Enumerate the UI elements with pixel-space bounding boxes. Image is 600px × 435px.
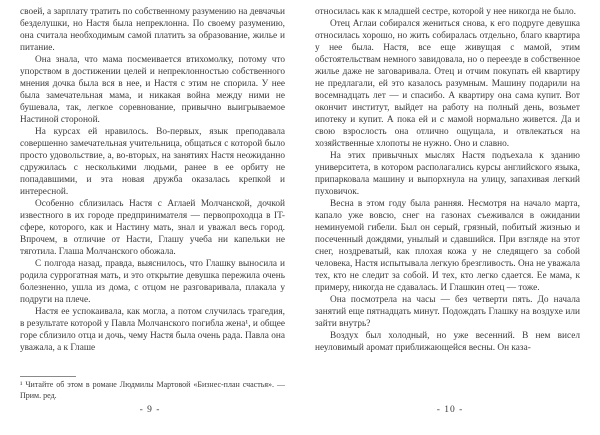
paragraph: Настя ее успокаивала, как могла, а потом случилась трагедия, в результате которой у Павла Молчанского погибла жена¹, и общее горе сблизило отца и дочь, чему Настя была очень рада. Павла она уважала, а к Глаше bbox=[20, 307, 285, 353]
paragraph: На этих привычных мыслях Настя подъехала к зданию университета, в котором располагались курсы английского языка, припарковала машину и выпорхнула на улицу, запахивая легкий пуховичок. bbox=[315, 151, 580, 197]
paragraph: Она посмотрела на часы — без четверти пять. До начала занятий еще пятнадцать минут. Подождать Глашку на воздухе или зайти внутрь? bbox=[315, 295, 580, 329]
paragraph: Особенно сблизилась Настя с Аглаей Молчанской, дочкой известного в их городе предпринимателя — первопроходца в IT-сфере, которого, как и Настину мать, знал и уважал весь город. Впрочем, в отличие от Насти, Глашу учеба ни капельки не тяготила. Глаша Молчанского обожала. bbox=[20, 199, 285, 257]
footnote-divider bbox=[20, 376, 76, 377]
page-right-text bbox=[315, 6, 580, 354]
paragraph: Воздух был холодный, но уже весенний. В нем висел неуловимый аромат приближающейся весны. Он каза- bbox=[315, 331, 580, 353]
page-right bbox=[300, 0, 600, 435]
footnote-area bbox=[20, 376, 285, 401]
paragraph: относилась как к младшей сестре, которой у нее никогда не было. bbox=[315, 7, 576, 17]
footnote: ¹ Читайте об этом в романе Людмилы Мартовой «Бизнес-план счастья». — Прим. ред. bbox=[20, 380, 285, 400]
paragraph: Весна в этом году была ранняя. Несмотря на начало марта, капало уже вовсю, снег на газонах съеживался в ожидании неминуемой гибели. Был он серый, грязный, побитый жизнью и посеченный дождями, унылый и сдавшийся. При взгляде на этот снег, ноздреватый, как плохая кожа у не следящего за собой человека, Настя испытывала легкую брезгливость. Она не уважала тех, кто не следит за собой. И тех, кто легко сдается. Ее мама, к примеру, никогда не сдавалась. И Глашкин отец — тоже. bbox=[315, 199, 580, 293]
paragraph: Отец Аглаи собирался жениться снова, к его подруге девушка относилась хорошо, но жить собиралась отдельно, благо квартира у нее была. Настя, все еще живущая с мамой, этим обстоятельствам немного завидовала, но о переезде в собственное жилье даже не заговаривала. Отец и отчим покупать ей квартиру не предлагали, ей это казалось разумным. Машину подарили на восемнадцать лет — и спасибо. А квартиру она сама купит. Вот окончит институт, выйдет на работу на полный день, возьмет ипотеку и купит. А пока ей и с мамой нормально живется. Да и свою взрослость она отлично ощущала, и отвлекаться на хозяйственные хлопоты не нужно. Оно и славно. bbox=[315, 19, 580, 149]
page-number-left: - 9 - bbox=[139, 405, 161, 415]
paragraph: На курсах ей нравилось. Во-первых, язык преподавала совершенно замечательная учительница, общаться с которой было просто удовольствие, а, во-вторых, на занятиях Настя неожиданно сдружилась с несколькими людьми, ранее в ее орбиту не попадавшими, и эта новая дружба оказалась крепкой и интересной. bbox=[20, 127, 285, 197]
paragraph: С полгода назад, правда, выяснилось, что Глашку выносила и родила суррогатная мать, и это открытие девушка пережила очень болезненно, ушла из дома, с отцом не разговаривала, плакала у подруги на плече. bbox=[20, 259, 285, 305]
page-number-right: - 10 - bbox=[436, 405, 464, 415]
paragraph: Она знала, что мама посмеивается втихомолку, потому что упорством в достижении целей и непреклонностью собственного мнения дочка была вся в нее, и Настя с этим не спорила. У нее была замечательная мама, и никакая война между ними не бушевала, так, легкое соревнование, привычно выигрываемое Настиной стороной. bbox=[20, 55, 285, 125]
page-left-text bbox=[20, 6, 285, 354]
paragraph: своей, а зарплату тратить по собственному разумению на девчачьи безделушки, но Настя была непреклонна. По своему разумению, она считала необходимым самой платить за образование, жилье и питание. bbox=[20, 7, 285, 53]
